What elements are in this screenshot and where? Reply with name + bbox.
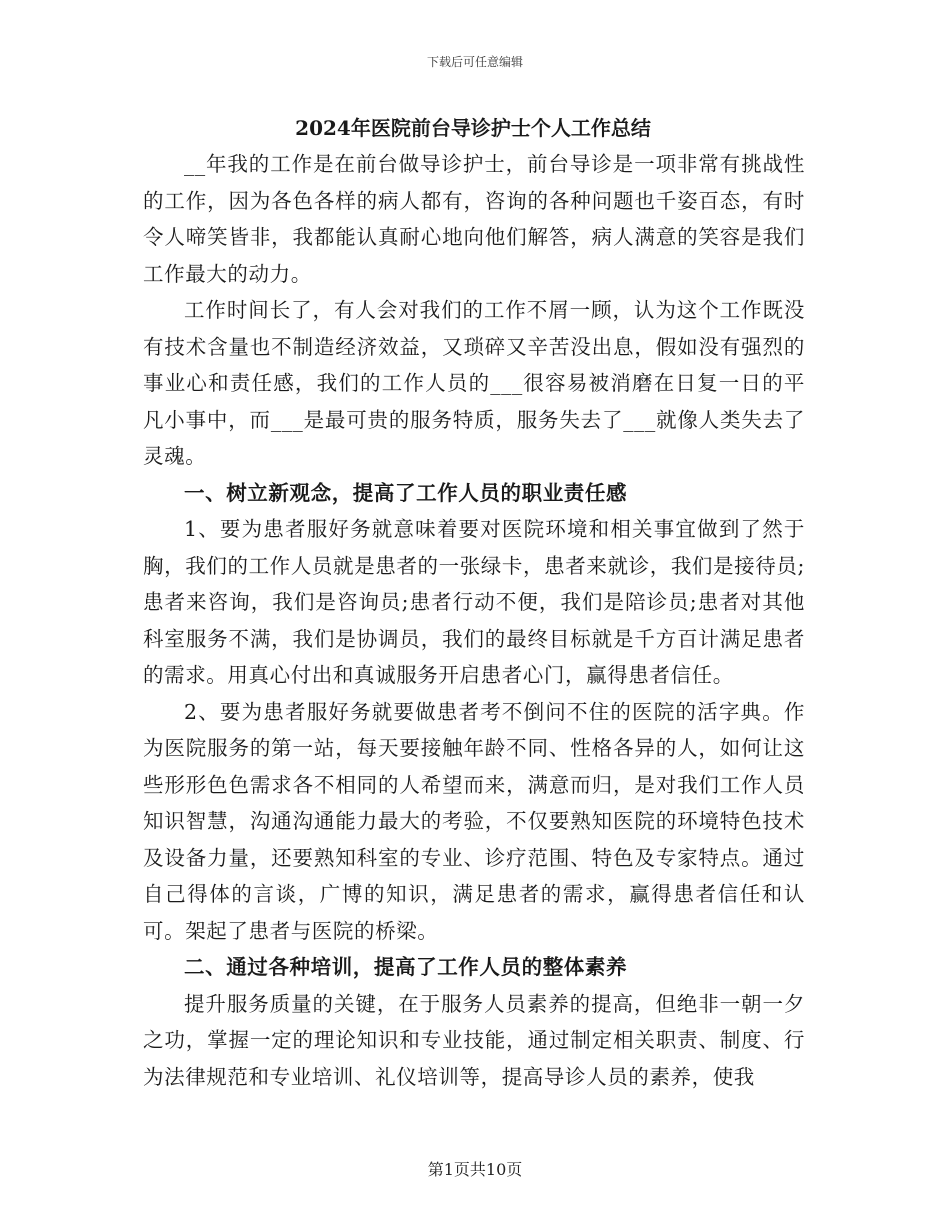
document-title: 2024年医院前台导诊护士个人工作总结 — [295, 116, 651, 140]
paragraph-item-1: 1、要为患者服好务就意味着要对医院环境和相关事宜做到了然于胸，我们的工作人员就是患者的一张绿卡，患者来就诊，我们是接待员;患者来咨询，我们是咨询员;患者行动不便，我们是陪诊员;患者对其他科室服务不满，我们是协调员，我们的最终目标就是千方百计满足患者的需求。用真心付出和真诚服务开启患者心门，赢得患者信任。 — [143, 517, 805, 687]
header-note: 下载后可任意编辑 — [426, 55, 523, 69]
paragraph-work-attitude: 工作时间长了，有人会对我们的工作不屑一顾，认为这个工作既没有技术含量也不制造经济效益，又琐碎又辛苦没出息，假如没有强烈的事业心和责任感，我们的工作人员的___很容易被消磨在日复一日的平凡小事中，而___是最可贵的服务特质，服务失去了___就像人类失去了灵魂。 — [143, 298, 805, 468]
document-body — [143, 146, 805, 1095]
section-heading-2: 二、通过各种培训，提高了工作人员的整体素养 — [184, 955, 628, 979]
paragraph-intro: __年我的工作是在前台做导诊护士，前台导诊是一项非常有挑战性的工作，因为各色各样的病人都有，咨询的各种问题也千姿百态，有时令人啼笑皆非，我都能认真耐心地向他们解答，病人满意的笑容是我们工作最大的动力。 — [143, 152, 805, 286]
paragraph-training: 提升服务质量的关键，在于服务人员素养的提高，但绝非一朝一夕之功，掌握一定的理论知识和专业技能，通过制定相关职责、制度、行为法律规范和专业培训、礼仪培训等，提高导诊人员的素养，使我 — [143, 991, 805, 1089]
page-footer: 第1页共10页 — [427, 1160, 523, 1179]
section-heading-1: 一、树立新观念，提高了工作人员的职业责任感 — [184, 480, 628, 505]
paragraph-item-2: 2、要为患者服好务就要做患者考不倒问不住的医院的活字典。作为医院服务的第一站，每天要接触年龄不同、性格各异的人，如何让这些形形色色需求各不相同的人希望而来，满意而归，是对我们工作人员知识智慧，沟通沟通能力最大的考验，不仅要熟知医院的环境特色技术及设备力量，还要熟知科室的专业、诊疗范围、特色及专家特点。通过自己得体的言谈，广博的知识，满足患者的需求，赢得患者信任和认可。架起了患者与医院的桥梁。 — [143, 699, 805, 943]
